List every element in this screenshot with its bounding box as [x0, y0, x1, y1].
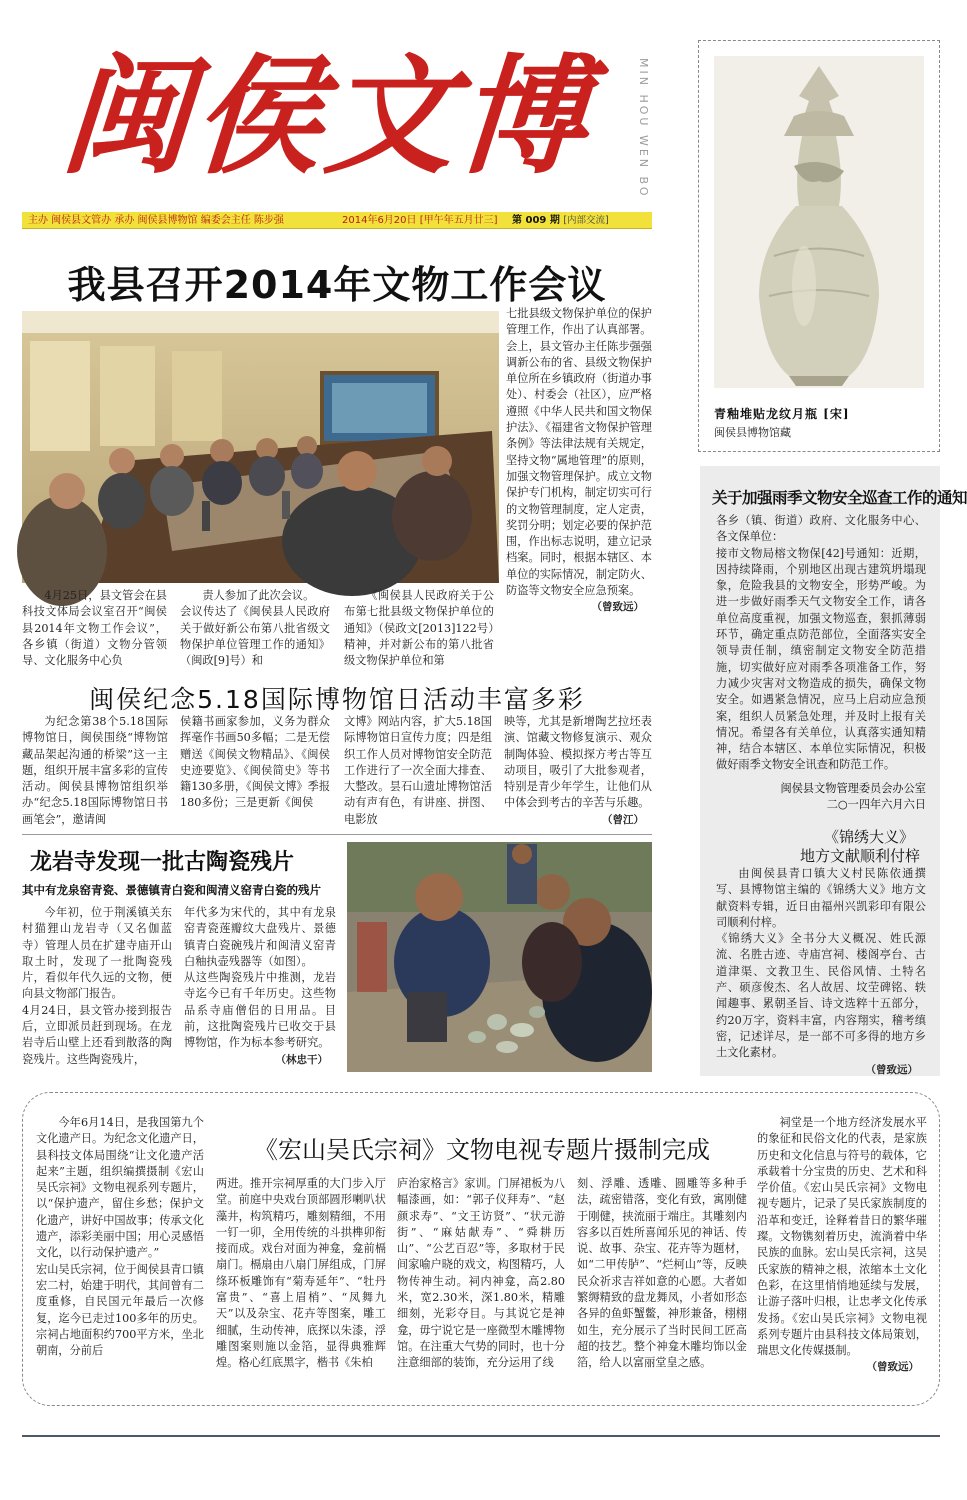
info-date: 2014年6月20日 [甲午年五月廿三]: [342, 215, 498, 226]
issue-note: [内部交流]: [563, 215, 609, 226]
article1-byline: （曾致远）: [591, 601, 644, 614]
article4-col3-para: 庐治家格言》家训。门屏裙板为八幅漆画，如：“郭子仪拜寿”、“赵颜求寿”、“文王访贤”、“状元游街”、“麻姑献寿”、“舜耕历山”、“公艺百忍”等，多取材于民间家喻户晓的戏文，构图精巧，人物传神生动。祠内神龛，高2.80米，宽2.30米，深1.80米，精雕细刻，光彩夺目。与其说它是神龛，毋宁说它是一座微型木雕博物馆。在注重大气势的同时，也十分注意细部的装饰，充分运用了线: [397, 1177, 565, 1370]
article4-text-col5: [757, 1115, 927, 1395]
notice-body-text: 各乡（镇、街道）政府、文化服务中心、各文保单位： 接市文物局榕文物保[42]号通知：近期，因持续降雨，个别地区出现古建筑坍塌现象，危险我县的文物安全，形势严峻。为进一步做好雨季天气文物安全工作，请各单位高度重视，加强文物巡查，狠抓薄弱环节，确定重点防范部位，全面落实安全领导责任制，缜密制定文物安全防范措施，切实做好应对雨季各项准备工作，努力减少灾害对文物造成的损失，确保文物安全。如遇紧急情况，应马上启动应急预案，组织人员紧急处理，并及时上报有关情况。希望各有关单位，认真落实通知精神，结合本辖区、本单位实际情况，积极做好雨季文物安全讯查和防范工作。: [716, 514, 926, 772]
article1-right-para: 七批县级文物保护单位的保护管理工作，作出了认真部署。 会上，县文管办主任陈步强强调新公布的省、县级文物保护单位所在乡镇政府（街道办事处）、村委会（社区），应严格遵照《中华人民共和国文物保护法》、《福建省文物保护管理条例》等法律法规有关规定，坚持文物“属地管理”的原则，加强文物管理保护。成立文物保护专门机构，制定切实可行的文物管理制度，定人定责，奖罚分明；划定必要的保护范围，作出标志说明，建立记录档案。同时，根据本辖区、本单位的实际情况，制定防火、防盗等文物安全应急预案。: [506, 307, 652, 598]
article1-text-col2: [180, 588, 330, 674]
jinxiu-body: [716, 866, 926, 1076]
issue-number: 第 009 期: [512, 215, 560, 226]
article2-text-col3: [344, 714, 492, 826]
article1-text-right: [506, 306, 652, 672]
vase-photo: [714, 56, 924, 388]
article4-headline: 《宏山吴氏宗祠》文物电视专题片摄制完成: [254, 1136, 710, 1164]
masthead-title: 闽侯文博: [56, 42, 596, 192]
article4-col5-para: 祠堂是一个地方经济发展水平的象征和民俗文化的代表，是家族历史和文化信息与符号的载体，它承载着十分宝贵的历史、艺术和科学价值。《宏山吴氏宗祠》文物电视专题片，记录了吴氏家族制度的沿革和变迁，诠释着昔日的繁华璀璨。文物镌刻着历史，流淌着中华民族的血脉。宏山吴氏宗祠，这吴氏家族的精神之根，浓缩本土文化色彩，在这里悄悄地延续与发展，让游子落叶归根，让忠孝文化传承发扬。《宏山吴氏宗祠》文物电视系列专题片由县科技文体局策划，瑞思文化传媒摄制。: [757, 1116, 927, 1358]
info-issue: [512, 212, 609, 229]
masthead: [22, 28, 632, 206]
article3-headline: 龙岩寺发现一批古陶瓷残片: [30, 850, 295, 875]
notice-signature-org: 闽侯县文物管理委员会办公室: [780, 782, 926, 795]
article4-text-col4: [577, 1176, 747, 1382]
vase-image: [714, 56, 924, 388]
footer-rule: [22, 1435, 940, 1437]
article1-headline: 我县召开2014年文物工作会议: [67, 263, 607, 307]
article2-byline: （曾江）: [602, 813, 644, 826]
pottery-photo-image: [347, 842, 652, 1072]
section-divider: [22, 834, 652, 835]
article1-col3-para: 《闽侯县人民政府关于公布第七批县级文物保护单位的通知》（侯政文[2013]122号）精神，并对新公布的第八批省级文物保护单位和第: [344, 589, 494, 668]
article4-col2-para: 两进。推开宗祠厚重的大门步入厅堂。前庭中央戏台顶部圆形喇叭状藻井，构筑精巧，雕刻精细，不用一钉一卯，全用传统的斗拱榫卯衔接而成。戏台对面为神龛，龛前槅扇门。槅扇由八扇门屏组成，门屏绦环板雕饰有“菊寿延年”、“牡丹富贵”、“喜上眉梢”、“凤舞九天”以及杂宝、花卉等图案，雕工细腻，生动传神，底探以朱漆，浮雕图案则施以金箔，显得典雅辉煌。格心红底黑字，楷书《朱柏: [216, 1177, 386, 1370]
article2-text-col4: [504, 714, 652, 826]
article4-text-col1: [36, 1115, 204, 1395]
article2-headline: 闽侯纪念5.18国际博物馆日活动丰富多彩: [89, 685, 585, 714]
article1-text-col1: [22, 588, 167, 674]
article4-col4-para: 刻、浮雕、透雕、圆雕等多种手法，疏密错落，变化有致，寓刚健于刚健，挟流丽于端庄。其雕刻内容多以百姓所喜闻乐见的神话、传说、故事、杂宝、花卉等为题材，如“二甲传胪”、“烂柯山”等，反映民众祈求吉祥如意的心愿。大者如繁缛精致的盘龙舞凤，小者如形态各异的鱼虾蟹鳖，神形兼备，栩栩如生，充分展示了当时民间工匠高超的技艺。整个神龛木雕均饰以金箔，给人以富丽堂皇之感。: [577, 1177, 747, 1370]
article2-col1-para: 为纪念第38个5.18国际博物馆日，闽侯围绕“博物馆藏品架起沟通的桥梁”这一主题，组织开展丰富多彩的宣传活动。闽侯县博物馆组织举办“纪念5.18国际博物馆日书画笔会”，邀请闽: [22, 715, 168, 826]
notice-title: 关于加强雨季文物安全巡查工作的通知: [712, 489, 967, 507]
article3-col2-para: 年代多为宋代的，其中有龙泉窑青瓷莲瓣纹大盘残片、景德镇青白瓷碗残片和闽清义窑青白釉执壶残器等（如图）。 从这些陶瓷残片中推测，龙岩寺迄今已有千年历史。这些物品系寺庙僧侣的日用品。目前，这批陶瓷残片已收交于县博物馆，作为标本参考研究。: [184, 906, 336, 1050]
vase-collection: 闽侯县博物馆藏: [714, 426, 791, 439]
info-bar: [22, 212, 652, 229]
article2-col4-para: 映等，尤其是新增陶艺拉坯表演、馆藏文物修复演示、观众制陶体验、模拟探方考古等互动项目，吸引了大批参观者，特别是青少年学生，让他们从中体会到考古的辛苦与乐趣。: [504, 715, 652, 810]
article4-text-col3: [397, 1176, 565, 1382]
masthead-pinyin: MIN HOU WEN BO: [637, 58, 650, 199]
jinxiu-title-line1: 《锦绣大义》: [823, 828, 914, 846]
article3-col1-para: 今年初，位于荆溪镇关东村猫狸山龙岩寺（又名伽蓝寺）管理人员在扩建寺庙开山取土时，发现了一批陶瓷残片，看似年代久远的文物，便向县文物部门报告。 4月24日，县文管办接到报告后，立即派员赶到现场。在龙岩寺后山壁上还看到散落的陶瓷残片。这些陶瓷残片，: [22, 906, 172, 1066]
pottery-photo: [347, 842, 652, 1072]
jinxiu-byline: （曾致远）: [865, 1063, 918, 1076]
article3-text-col2: [184, 905, 336, 1065]
meeting-photo-image: [22, 311, 499, 583]
article4-text-col2: [216, 1176, 386, 1382]
notice-body: [716, 513, 926, 778]
article2-text-col2: [180, 714, 330, 826]
article1-text-col3: [344, 588, 494, 674]
jinxiu-body-text: 由闽侯县青口镇大义村民陈依通撰写、县博物馆主编的《锦绣大义》地方文献资料专辑，近日由福州兴凯彩印有限公司顺利付梓。 《锦绣大义》全书分大义概况、姓氏源流、名胜古迹、寺庙宫祠、楼阁亭台、古道津渠、文教卫生、民俗风情、土特名产、硕彦俊杰、名人故居、坟茔碑铭、轶闻趣事、累朝圣旨、诗文选粹十五部分，约20万字，资料丰富，内容翔实，稽考缜密，记述详尽，是一部不可多得的地方乡土文化素材。: [716, 867, 926, 1060]
article2-col2-para: 侯籍书画家参加，义务为群众挥毫作书画50多幅；二是无偿赠送《闽侯文物精品》、《闽侯史迹要览》、《闽侯简史》等书籍130多册，《闽侯文博》季报180多份；三是更新《闽侯: [180, 715, 331, 810]
jinxiu-title-line2: 地方文献顺利付梓: [799, 847, 920, 865]
article2-text-col1: [22, 714, 168, 826]
article3-byline: （林忠干）: [275, 1053, 328, 1066]
article4-byline: （曾致远）: [866, 1361, 919, 1374]
notice-signature-date: 二○一四年六月六日: [826, 798, 926, 811]
vase-caption: 青釉堆贴龙纹月瓶 [宋]: [714, 407, 850, 421]
info-publisher: 主办 闽侯县文管办 承办 闽侯县博物馆 编委会主任 陈步强: [28, 215, 284, 226]
article1-col1-para: 4月25日，县文管会在县科技文体局会议室召开“闽侯县2014年文物工作会议”，各乡镇（街道）文物分管领导、文化服务中心负: [22, 589, 167, 668]
article2-col3-para: 文博》网站内容，扩大5.18国际博物馆日宣传力度；四是组织工作人员对博物馆安全防范工作进行了一次全面大排查、大整改。昙石山遗址博物馆活动有声有色，有讲座、拼图、电影放: [344, 715, 492, 826]
meeting-photo: [22, 311, 499, 583]
article1-col2-para: 责人参加了此次会议。 会议传达了《闽侯县人民政府关于做好新公布第八批省级文物保护单位管理工作的通知》（闽政[9]号）和: [180, 589, 330, 668]
article4-col1-para: 今年6月14日，是我国第九个文化遗产日。为纪念文化遗产日，县科技文体局围绕“让文化遗产活起来”主题，组织编撰摄制《宏山吴氏宗祠》文物电视系列专题片，以“保护遗产，留住乡愁；保护文化遗产，讲好中国故事；传承文化遗产，添彩美丽中国；用心灵感悟文化，以行动保护遗产。” 宏山吴氏宗祠，位于闽侯县青口镇宏二村，始建于明代，其间曾有二度重修，自民国元年最后一次修复，迄今已走过100多年的历史。宗祠占地面积约700平方米，坐北朝南，分前后: [36, 1116, 204, 1358]
article3-text-col1: [22, 905, 172, 1065]
article3-subheadline: 其中有龙泉窑青瓷、景德镇青白瓷和闽清义窑青白瓷的残片: [22, 883, 321, 897]
